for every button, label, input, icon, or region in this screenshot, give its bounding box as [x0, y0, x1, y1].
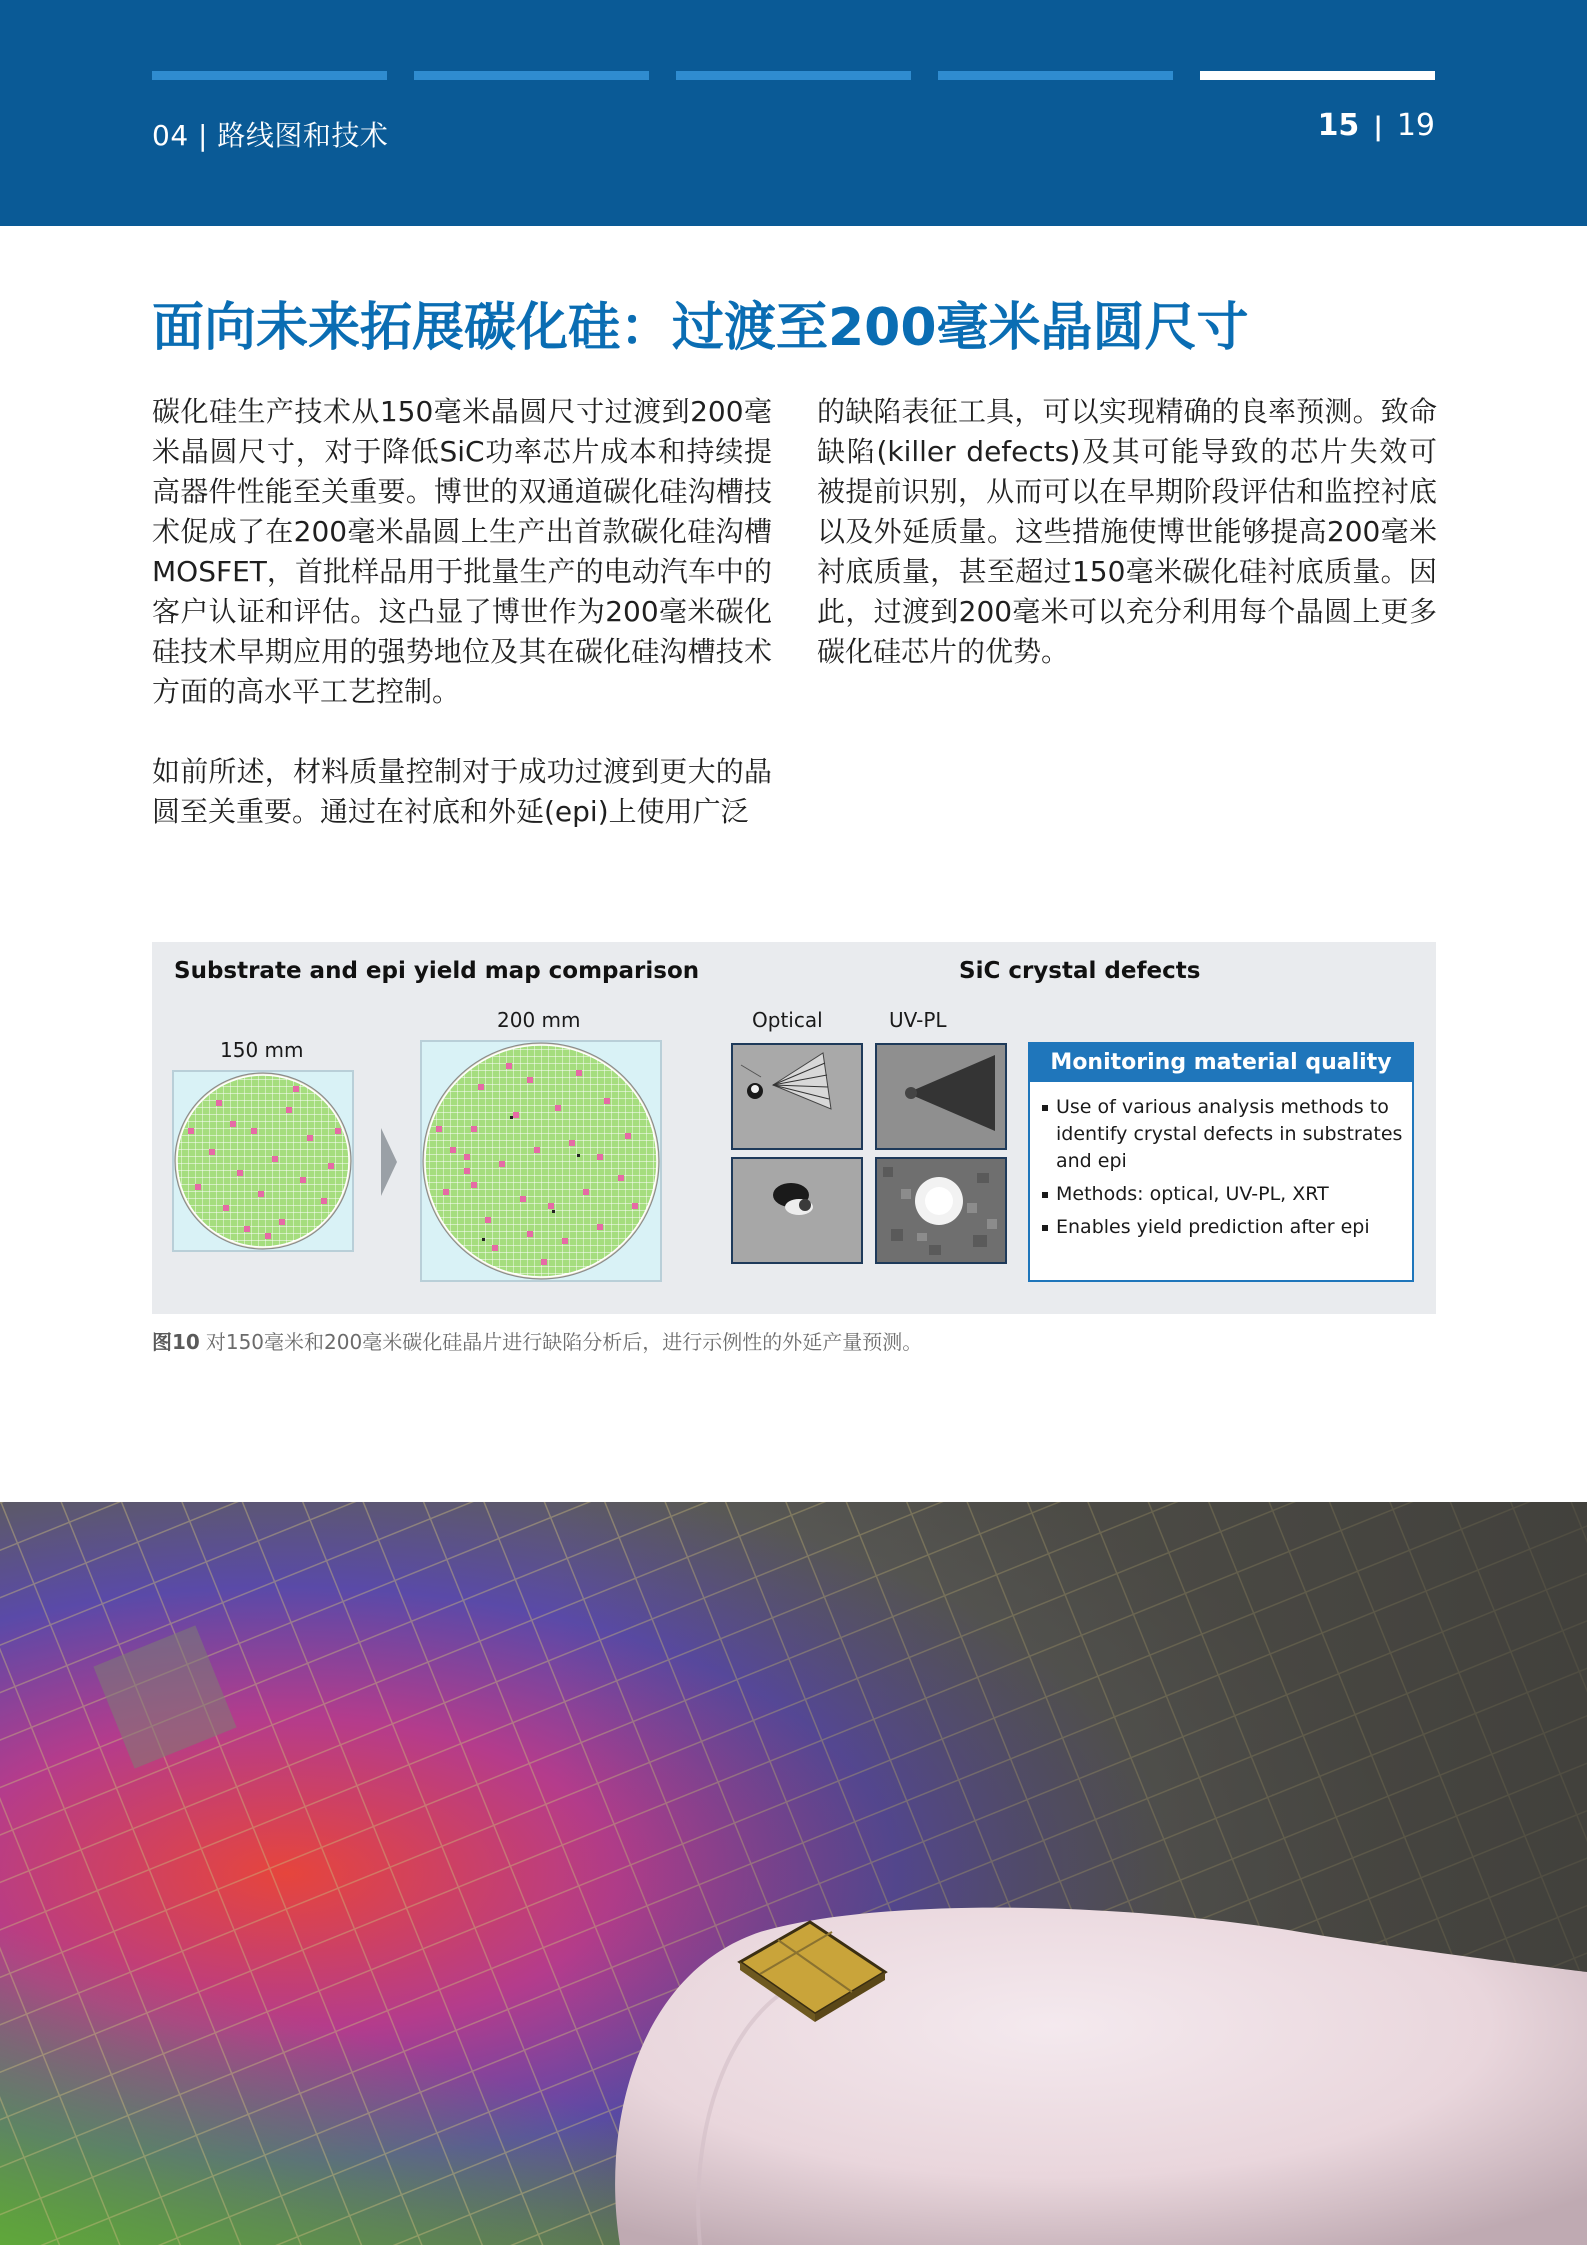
progress-segment-4	[938, 71, 1173, 80]
list-item: Enables yield prediction after epi	[1042, 1214, 1404, 1241]
progress-segment-2	[414, 71, 649, 80]
paragraph: 碳化硅生产技术从150毫米晶圆尺寸过渡到200毫米晶圆尺寸，对于降低SiC功率芯片成本和持续提高器件性能至关重要。博世的双通道碳化硅沟槽技术促成了在200毫米晶圆上生产出首款碳化硅沟槽MOSFET，首批样品用于批量生产的电动汽车中的客户认证和评估。这凸显了博世作为200毫米碳化硅技术早期应用的强势地位及其在碳化硅沟槽技术方面的高水平工艺控制。	[152, 395, 772, 708]
yield-map-heading: Substrate and epi yield map comparison	[174, 958, 700, 984]
progress-segment-3	[676, 71, 911, 80]
crystal-defects-heading: SiC crystal defects	[959, 958, 1201, 984]
wafer-chip-photo	[0, 1502, 1587, 2245]
progress-segment-5	[1200, 71, 1435, 80]
wafer-150-map	[172, 1070, 354, 1252]
uvpl-defect-image-2	[875, 1157, 1007, 1264]
optical-label: Optical	[752, 1008, 823, 1032]
optical-defect-image-1	[731, 1043, 863, 1150]
list-item: Methods: optical, UV-PL, XRT	[1042, 1181, 1404, 1208]
paragraph: 的缺陷表征工具，可以实现精确的良率预测。致命缺陷(killer defects)及其可能导致的芯片失效可被提前识别，从而可以在早期阶段评估和监控衬底以及外延质量。这些措施使博世能够提高200毫米衬底质量，甚至超过150毫米碳化硅衬底质量。因此，过渡到200毫米可以充分利用每个晶圆上更多碳化硅芯片的优势。	[817, 395, 1437, 668]
page-separator: |	[1373, 112, 1383, 142]
figure-number: 图10	[152, 1330, 200, 1354]
comparison-arrow-icon	[381, 1128, 397, 1196]
page-number	[1318, 108, 1435, 143]
list-item: Use of various analysis methods to identify crystal defects in substrates and epi	[1042, 1094, 1404, 1175]
page-header	[0, 0, 1587, 226]
body-column-right	[817, 392, 1437, 712]
section-label: 04 | 路线图和技术	[152, 119, 389, 152]
total-pages: 19	[1396, 108, 1435, 143]
wafer-200-label: 200 mm	[497, 1008, 581, 1032]
paragraph: 如前所述，材料质量控制对于成功过渡到更大的晶圆至关重要。通过在衬底和外延(epi)上使用广泛	[152, 755, 772, 828]
figure-caption	[152, 1326, 1452, 1355]
wafer-150-label: 150 mm	[220, 1038, 304, 1062]
optical-defect-image-2	[731, 1157, 863, 1264]
monitoring-title: Monitoring material quality	[1030, 1044, 1412, 1082]
body-column-left	[152, 392, 772, 872]
progress-segment-1	[152, 71, 387, 80]
wafer-200-map	[420, 1040, 662, 1282]
uvpl-label: UV-PL	[889, 1008, 947, 1032]
uvpl-defect-image-1	[875, 1043, 1007, 1150]
caption-text: 对150毫米和200毫米碳化硅晶片进行缺陷分析后，进行示例性的外延产量预测。	[205, 1330, 923, 1354]
page-title: 面向未来拓展碳化硅：过渡至200毫米晶圆尺寸	[152, 298, 1249, 358]
monitoring-info-box	[1028, 1042, 1414, 1282]
figure-panel	[152, 942, 1436, 1314]
current-page: 15	[1317, 108, 1360, 143]
monitoring-list	[1042, 1094, 1404, 1247]
